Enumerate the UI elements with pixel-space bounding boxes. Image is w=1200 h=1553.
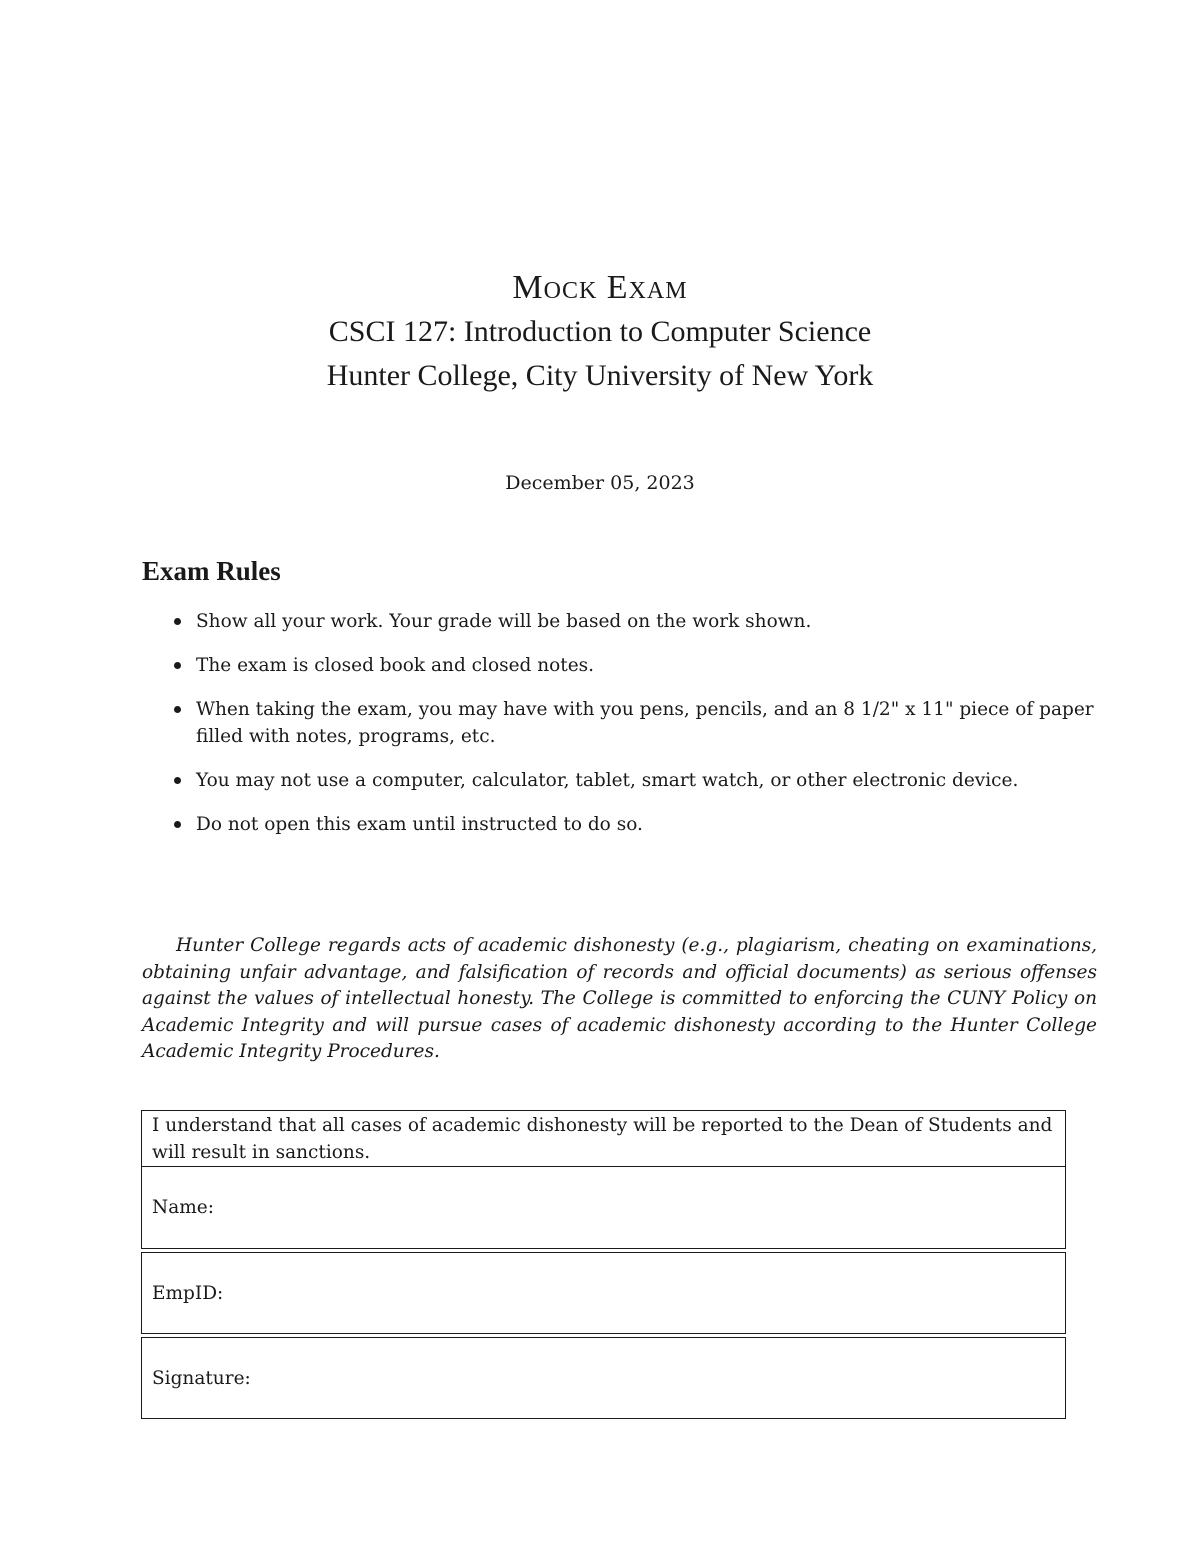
signature-label: Signature: [152, 1367, 251, 1389]
rule-item [142, 811, 1097, 838]
rule-text: When taking the exam, you may have with you pens, pencils, and an 8 1/2" x 11" piece of paper filled with notes, programs, etc. [196, 699, 1094, 747]
rule-item [142, 652, 1097, 679]
rule-item [142, 608, 1097, 635]
rule-item [142, 767, 1097, 794]
rule-text: The exam is closed book and closed notes. [196, 655, 595, 676]
exam-date: December 05, 2023 [505, 472, 695, 494]
rule-text: Show all your work. Your grade will be based on the work shown. [196, 611, 812, 632]
rule-text: You may not use a computer, calculator, tablet, smart watch, or other electronic device. [196, 770, 1019, 791]
bullet-icon [174, 662, 181, 669]
exam-title: Mock Exam [512, 269, 688, 306]
rules-list [142, 608, 1097, 855]
empid-label: EmpID: [152, 1282, 224, 1304]
title-block [0, 266, 1200, 398]
name-field[interactable] [141, 1167, 1066, 1249]
rule-item [142, 696, 1097, 750]
empid-field[interactable] [141, 1252, 1066, 1334]
name-label: Name: [152, 1197, 214, 1218]
rule-text: Do not open this exam until instructed to do so. [196, 814, 643, 835]
rules-heading: Exam Rules [142, 556, 281, 586]
academic-integrity-policy: Hunter College regards acts of academic dishonesty (e.g., plagiarism, cheating on examinations, obtaining unfair advantage, and falsification of records and official documents) as serious offenses against the values of intellectual honesty. The College is committed to enforcing the CUNY Policy on Academic Integrity and will pursue cases of academic dishonesty according to the Hunter College Academic Integrity Procedures. [142, 935, 1097, 1063]
signature-form [141, 1110, 1066, 1419]
bullet-icon [174, 706, 181, 713]
bullet-icon [174, 821, 181, 828]
institution-name: Hunter College, City University of New York [326, 359, 874, 392]
bullet-icon [174, 618, 181, 625]
integrity-statement: I understand that all cases of academic dishonesty will be reported to the Dean of Students and will result in sanctions. [141, 1110, 1066, 1167]
signature-field[interactable] [141, 1337, 1066, 1419]
course-title: CSCI 127: Introduction to Computer Science [328, 315, 872, 348]
bullet-icon [174, 777, 181, 784]
